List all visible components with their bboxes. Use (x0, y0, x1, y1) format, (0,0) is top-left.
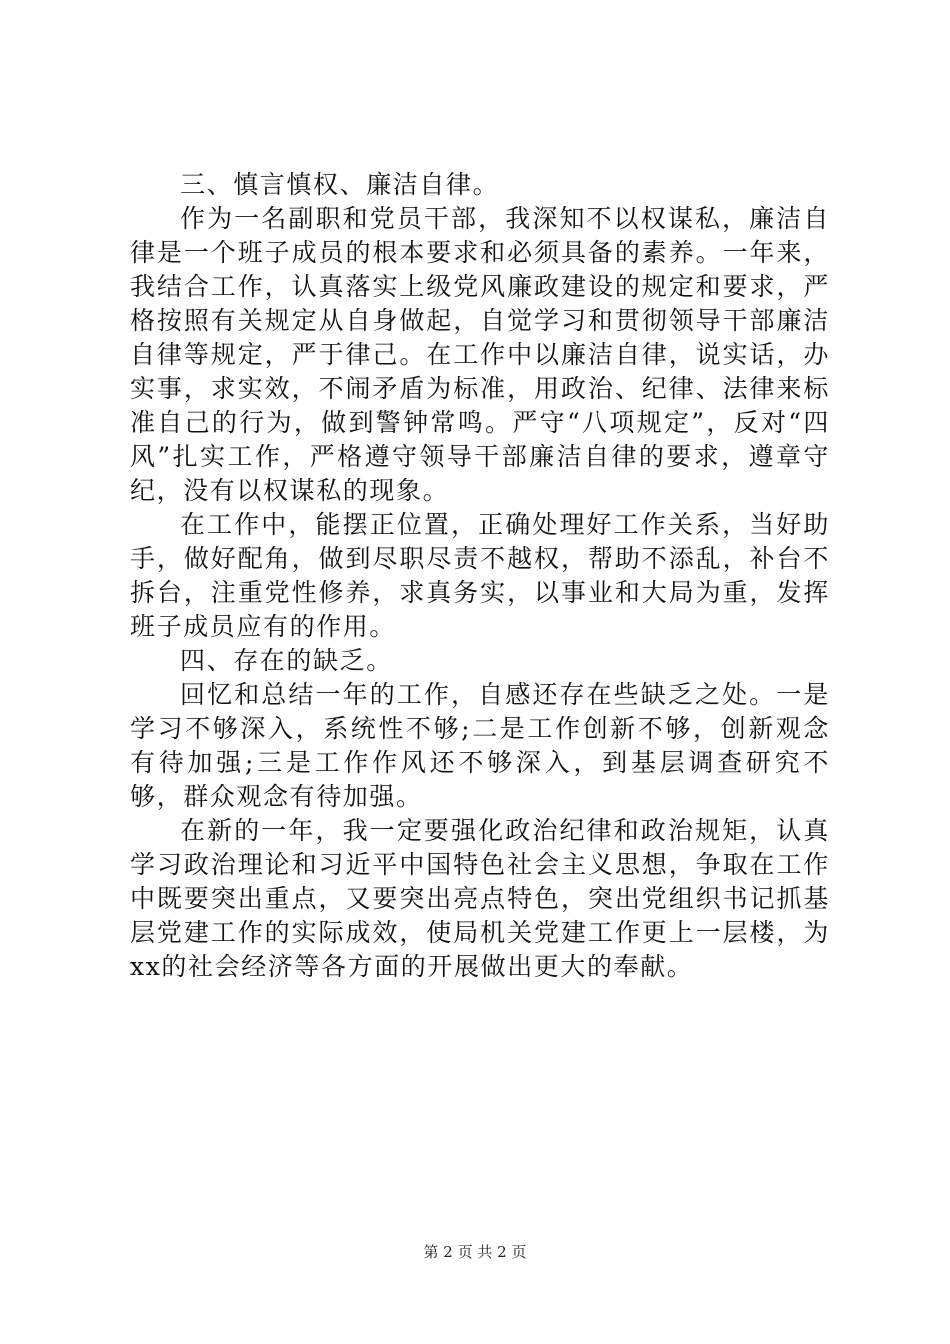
paragraph-new-year: 在新的一年，我一定要强化政治纪律和政治规矩，认真学习政治理论和习近平中国特色社会主义思想，争取在工作中既要突出重点，又要突出亮点特色，突出党组织书记抓基层党建工作的实际成效，使局机关党建工作更上一层楼，为xx的社会经济等各方面的开展做出更大的奉献。 (130, 816, 830, 981)
paragraph-role: 在工作中，能摆正位置，正确处理好工作关系，当好助手，做好配角，做到尽职尽责不越权，帮助不添乱，补台不拆台，注重党性修养，求真务实，以事业和大局为重，发挥班子成员应有的作用。 (130, 510, 830, 641)
page-number-footer: 第 2 页 共 2 页 (423, 1243, 527, 1261)
paragraph-shortcomings: 回忆和总结一年的工作，自感还存在些缺乏之处。一是学习不够深入，系统性不够;二是工作创新不够，创新观念有待加强;三是工作作风还不够深入，到基层调查研究不够，群众观念有待加强。 (130, 680, 830, 811)
section-heading-3: 三、慎言慎权、廉洁自律。 (180, 170, 500, 199)
document-body (130, 168, 830, 984)
section-heading-4: 四、存在的缺乏。 (180, 646, 393, 675)
paragraph-integrity: 作为一名副职和党员干部，我深知不以权谋私，廉洁自律是一个班子成员的根本要求和必须具备的素养。一年来，我结合工作，认真落实上级党风廉政建设的规定和要求，严格按照有关规定从自身做起，自觉学习和贯彻领导干部廉洁自律等规定，严于律己。在工作中以廉洁自律，说实话，办实事，求实效，不闹矛盾为标准，用政治、纪律、法律来标准自己的行为，做到警钟常鸣。严守“八项规定”，反对“四风”扎实工作，严格遵守领导干部廉洁自律的要求，遵章守纪，没有以权谋私的现象。 (130, 204, 830, 505)
